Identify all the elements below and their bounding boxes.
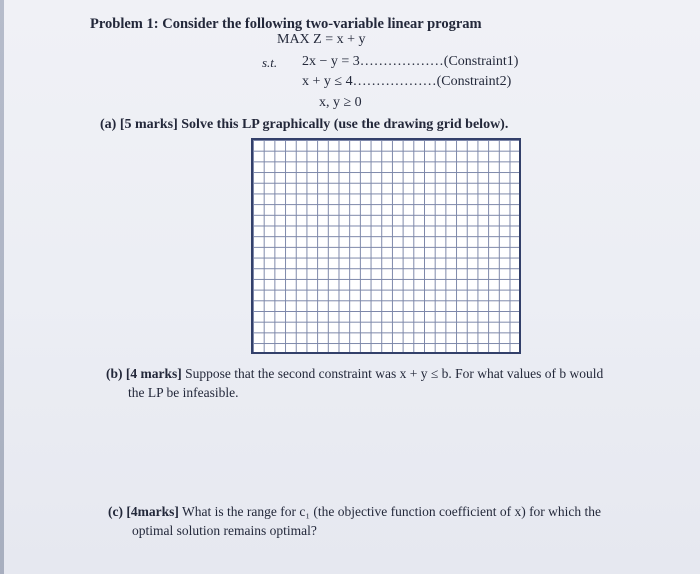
part-a-text: Solve this LP graphically (use the drawing grid below). [181,117,509,132]
problem-heading [90,16,482,33]
nonnegativity-constraint: x, y ≥ 0 [319,95,362,110]
part-b-question [106,364,603,402]
constraint-1: 2x − y = 3………………(Constraint1) [302,54,519,69]
part-c-line1: What is the range for c₁ (the objective function coefficient of x) for which the [182,504,602,519]
paper-sheet [4,0,700,574]
part-c-line2: optimal solution remains optimal? [132,523,317,538]
part-c-marks: [4marks] [126,504,179,519]
part-a-question [100,117,508,133]
part-b-line2: the LP be infeasible. [128,385,239,400]
subject-to-label: s.t. [262,55,278,70]
part-b-marks: [4 marks] [125,366,182,381]
part-b-label: (b) [106,366,123,381]
constraint-2: x + y ≤ 4………………(Constraint2) [302,74,512,89]
drawing-grid [251,138,521,354]
part-a-label: (a) [100,117,117,132]
part-c-label: (c) [108,504,123,519]
part-b-line1: Suppose that the second constraint was x + y ≤ b. For what values of b would [185,366,604,381]
problem-label: Problem 1: [90,16,159,32]
part-a-marks: [5 marks] [119,117,178,132]
objective-function: MAX Z = x + y [277,32,366,47]
problem-intro: Consider the following two-variable linear program [162,16,482,32]
part-c-question [108,502,601,540]
